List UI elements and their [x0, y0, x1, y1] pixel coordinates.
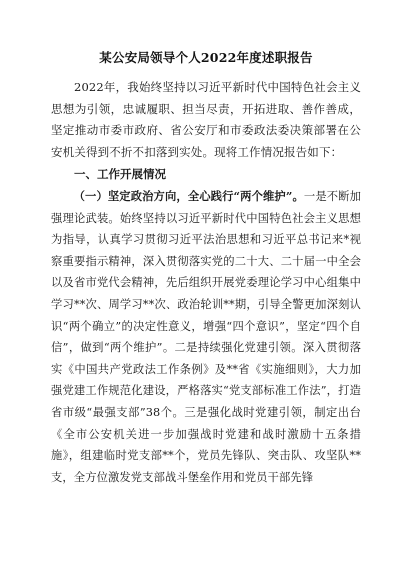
intro-paragraph: 2022年，我始终坚持以习近平新时代中国特色社会主义思想为引领，忠诚履职、担当尽责，开拓进取、善作善成，坚定推动市委市政府、省公安厅和市委政法委决策部署在公安机关得到不折不扣落到实处。现将工作情况报告如下：	[51, 80, 361, 159]
document-title: 某公安局领导个人2022年度述职报告	[99, 50, 313, 65]
section-heading: 一、工作开展情况	[74, 167, 166, 182]
body-text: 一是不断加强理论武装。始终坚持以习近平新时代中国特色社会主义思想为指导，认真学习贯彻习近平法治思想和习近平总书记来*视察重要指示精神，深入贯彻落实党的二十大、二十届一中全会以及省市党代会精神，先后组织开展党委理论学习中心组集中学习**次、周学习**次、政治轮训**期，引导全警更加深刻认识“两个确立”的决定性意义，增强“四个意识”，坚定“四个自信”，做到“两个维护”。二是持续强化党建引领。深入贯彻落实《中国共产党政法工作条例》及**省《实施细则》，大力加强党建工作规范化建设，严格落实“党支部标准工作法”，打造省市级“最强支部”38个。三是强化战时党建引领，制定出台《全市公安机关进一步加强战时党建和战时激励十五条措施》，组建临时党支部**个，党员先锋队、突击队、攻坚队**支，全方位激发党支部战斗堡垒作用和党员干部先锋	[51, 189, 361, 484]
subsection-heading: （一）坚定政治方向，全心践行“两个维护”。	[73, 188, 304, 203]
body-paragraph	[51, 186, 361, 488]
